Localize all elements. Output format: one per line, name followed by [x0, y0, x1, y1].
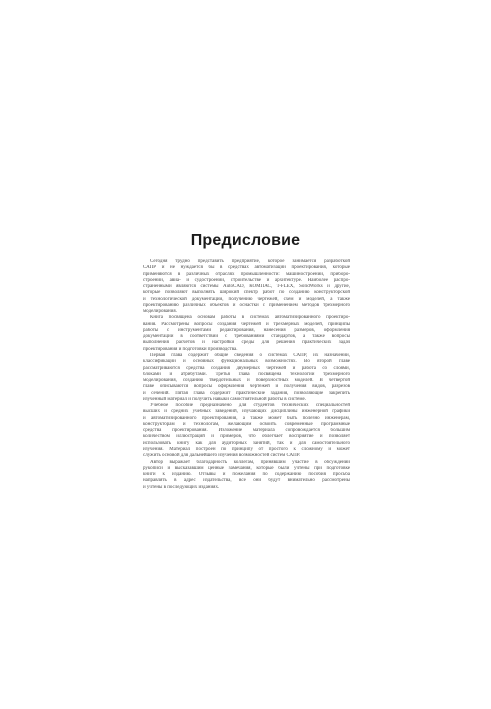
text-line: и сечений. Пятая глава содержит практические задания, позволяющие закрепить: [143, 390, 350, 396]
text-line: служить основой для дальнейшего изучения возможностей систем САПР.: [143, 453, 301, 459]
text-line: и учтены в последующих изданиях.: [143, 484, 220, 490]
text-line: рассматриваются средства создания двумерных чертежей и работа со слоями,: [143, 365, 350, 371]
text-line: документации в соответствии с требованиями стандартов, а также вопросы: [143, 334, 350, 340]
paragraph: [143, 353, 350, 403]
text-line: страненными являются системы AutoCAD, КОМПАС, T-FLEX, SolidWorks и другие,: [143, 284, 350, 290]
text-line: Книга посвящена основам работы в системах автоматизированного проектиро-: [150, 315, 350, 321]
text-line: Сегодня трудно представить предприятие, которое занимается разработкой: [150, 259, 350, 264]
text-line: средства проектирования. Изложение материала сопровождается большим: [143, 428, 350, 434]
text-line: и технологической документации, получению чертежей, схем и моделей, а также: [143, 296, 350, 302]
paragraph: [143, 315, 350, 353]
text-line: количеством иллюстраций и примеров, что облегчает восприятие и позволяет: [143, 434, 350, 440]
text-line: направлять в адрес издательства, все они будут внимательно рассмотрены: [143, 478, 350, 484]
text-line: блоками и атрибутами. Третья глава посвящена технологии трехмерного: [143, 371, 350, 377]
paragraph: [143, 460, 350, 491]
text-line: классификации и основных функциональных возможностях. Во второй главе: [143, 359, 350, 365]
paragraph: [143, 259, 350, 315]
text-line: Автор выражает благодарность коллегам, принявшим участие в обсуждении: [150, 459, 350, 465]
preface-body: [143, 259, 350, 491]
text-line: строении, авиа- и судостроении, строительстве и архитектуре. Наиболее распро-: [143, 277, 350, 283]
text-line: конструкторам и технологам, желающим освоить современные программные: [143, 421, 350, 427]
text-line: изученный материал и получить навыки самостоятельной работы в системе.: [143, 396, 306, 402]
text-line: книги к изданию. Отзывы и пожелания по содержанию пособия просьба: [143, 472, 350, 478]
text-line: Учебное пособие предназначено для студентов технических специальностей: [150, 403, 350, 409]
text-line: проектированию различных объектов и оснастки с применением методов трехмерного: [143, 302, 350, 308]
text-line: и автоматизированного проектирования, а также может быть полезно инженерам,: [143, 415, 350, 421]
text-line: которые позволяют выполнять широкий спектр работ по созданию конструкторской: [143, 290, 350, 296]
text-line: применяются в различных отраслях промышленности: машиностроении, приборо-: [143, 271, 350, 277]
text-line: вания. Рассмотрены вопросы создания чертежей и трехмерных моделей, принципы: [143, 321, 350, 327]
text-line: работы с инструментами редактирования, нанесения размеров, оформления: [143, 327, 350, 333]
text-line: выполнения расчетов и настройки среды для решения практических задач: [143, 340, 350, 346]
text-line: изучения. Материал построен по принципу от простого к сложному и может: [143, 446, 350, 452]
text-line: рукописи и высказавшим ценные замечания, которые были учтены при подготовке: [143, 465, 350, 471]
page-title: Предисловие: [190, 232, 301, 249]
text-line: главе описываются вопросы оформления чертежей и получения видов, разрезов: [143, 384, 350, 390]
text-line: использовать книгу как для аудиторных занятий, так и для самостоятельного: [143, 440, 350, 446]
text-line: Первая глава содержит общие сведения о системах САПР, их назначении,: [150, 352, 350, 358]
text-line: моделирования, созданию твердотельных и поверхностных моделей. В четвертой: [143, 378, 350, 384]
paragraph: [143, 403, 350, 459]
text-line: САПР и не нуждается бы в средствах автоматизации проектирования, которые: [143, 265, 350, 271]
text-line: проектирования и подготовки производства.: [143, 346, 238, 352]
text-line: моделирования.: [143, 309, 177, 315]
text-line: высших и средних учебных заведений, изучающих дисциплины инженерной графики: [143, 409, 350, 415]
